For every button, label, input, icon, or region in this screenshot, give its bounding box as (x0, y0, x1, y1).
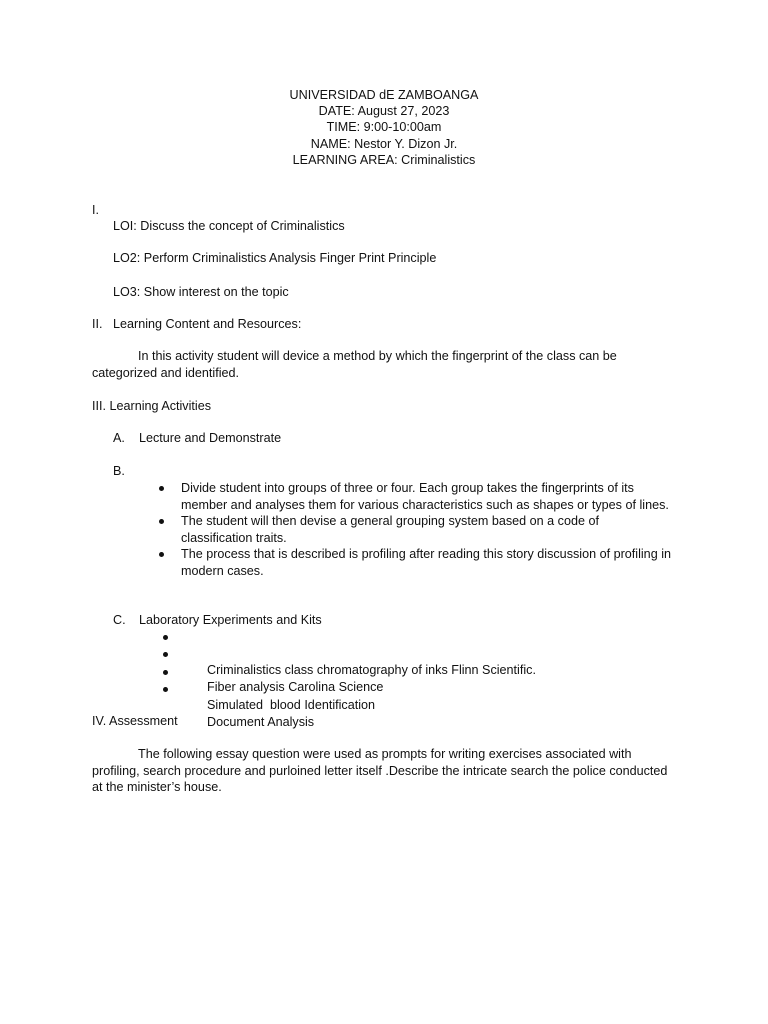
item-c-label: Laboratory Experiments and Kits (139, 613, 322, 627)
item-a-marker: A. (113, 431, 125, 445)
bullet-text: The process that is described is profiling after reading this story discussion of profiling in modern cases. (181, 547, 671, 578)
bullet-icon (163, 635, 168, 640)
time-line: TIME: 9:00-10:00am (326, 120, 442, 135)
objective-1: LOI: Discuss the concept of Criminalistics (113, 219, 345, 233)
bullet-text: The student will then devise a general grouping system based on a code of classification traits. (181, 514, 599, 545)
list-item (181, 546, 671, 579)
document-header (0, 87, 768, 168)
bullet-text: Divide student into groups of three or four. Each group takes the fingerprints of its member and analyses them for various characteristics such as shapes or types of lines. (181, 481, 669, 512)
bullet-icon (159, 486, 164, 491)
bullet-icon (159, 552, 164, 557)
section-2-paragraph (92, 348, 662, 381)
objective-3: LO3: Show interest on the topic (113, 285, 289, 299)
bullet-text: Criminalistics class chromatography of inks Flinn Scientific. (207, 663, 536, 677)
section-2-heading: II. Learning Content and Resources: (92, 317, 302, 331)
section-2-paragraph-text: In this activity student will device a method by which the fingerprint of the class can be categorized and identified. (92, 349, 617, 380)
section-1-numeral: I. (92, 203, 99, 217)
list-item (181, 480, 671, 513)
bullet-icon (159, 519, 164, 524)
date-line: DATE: August 27, 2023 (318, 104, 450, 119)
item-c-bullet-list (186, 629, 666, 729)
objective-2: LO2: Perform Criminalistics Analysis Finger Print Principle (113, 251, 437, 265)
name-line: NAME: Nestor Y. Dizon Jr. (310, 136, 458, 151)
item-c-marker: C. (113, 613, 126, 627)
bullet-icon (163, 687, 168, 692)
university-name: UNIVERSIDAD dE ZAMBOANGA (289, 88, 479, 102)
learning-area-line: LEARNING AREA: Criminalistics (292, 152, 476, 167)
bullet-text: Document Analysis (207, 714, 315, 729)
section-4-paragraph (92, 746, 672, 796)
bullet-text: Simulated blood Identification (207, 697, 376, 712)
bullet-icon (163, 670, 168, 675)
section-4-heading: IV. Assessment (92, 714, 178, 728)
list-item (181, 513, 671, 546)
item-a-label: Lecture and Demonstrate (139, 431, 282, 445)
item-b-marker: B. (113, 464, 125, 478)
section-3-heading: III. Learning Activities (92, 399, 212, 413)
bullet-icon (163, 652, 168, 657)
list-item (186, 629, 666, 677)
item-b-bullet-list (181, 480, 671, 579)
bullet-text: Fiber analysis Carolina Science (207, 680, 384, 695)
section-4-paragraph-text: The following essay question were used as prompts for writing exercises associated with profiling, search procedure and purloined letter itself .Describe the intricate search the police conducted at the minister’s house. (92, 747, 668, 794)
